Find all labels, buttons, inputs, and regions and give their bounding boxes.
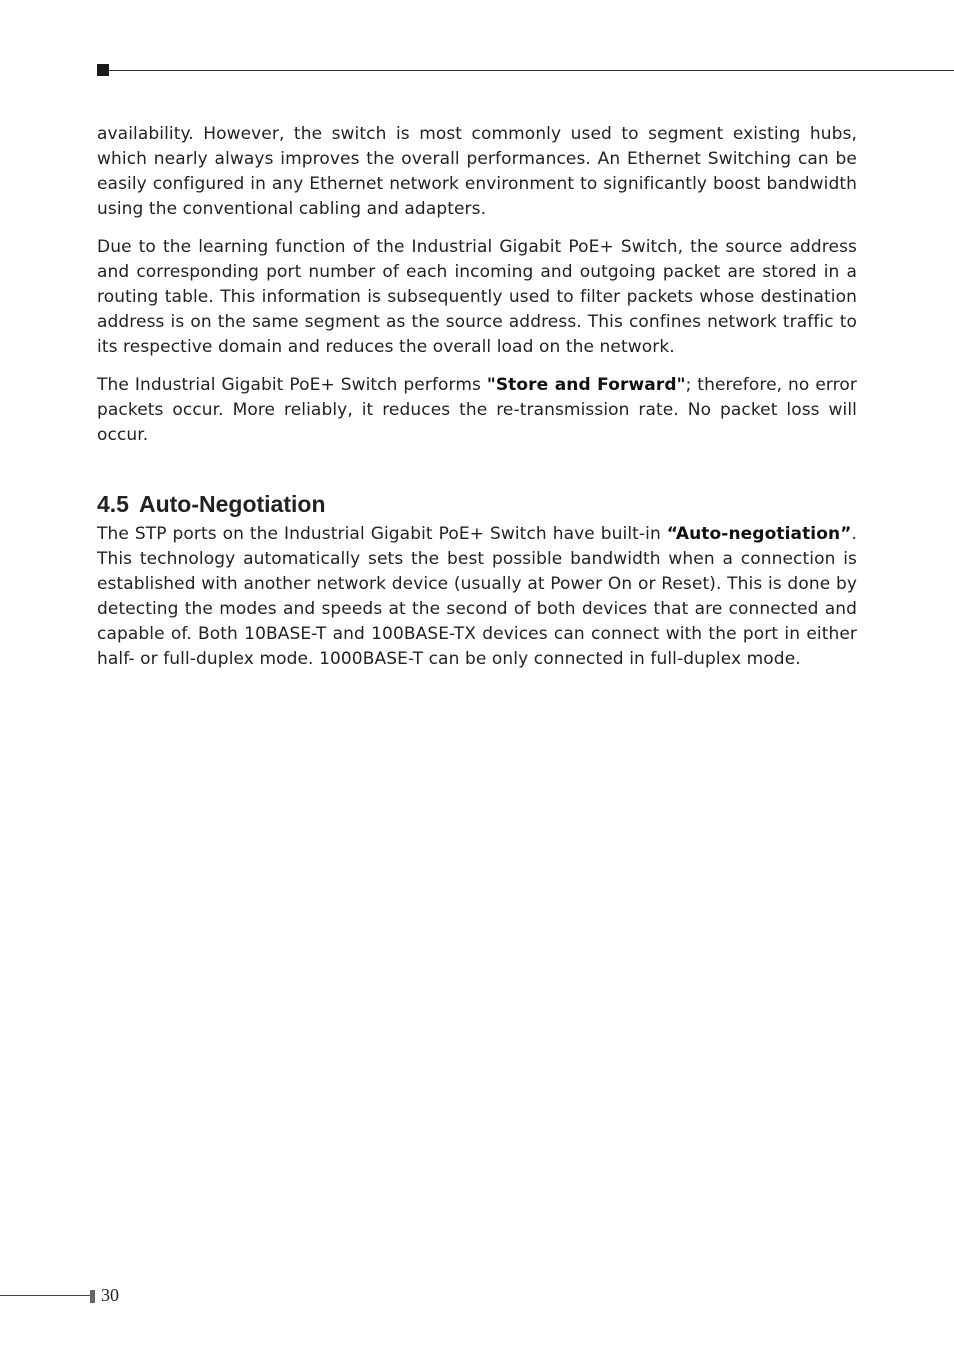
footer-marker — [90, 1290, 95, 1303]
page-content — [97, 122, 857, 685]
header-rule — [109, 70, 954, 71]
section-heading — [97, 491, 857, 518]
paragraph-store-and-forward: The Industrial Gigabit PoE+ Switch performs "Store and Forward"; therefore, no error packets occur. More reliably, it reduces the re-transmission rate. No packet loss will occur. — [97, 375, 857, 445]
section-number: 4.5 — [97, 491, 129, 517]
footer-rule — [0, 1295, 90, 1296]
store-and-forward-emphasis: "Store and Forward" — [486, 375, 686, 395]
paragraph-availability: availability. However, the switch is most commonly used to segment existing hubs, which nearly always improves the overall performances. An Ethernet Switching can be easily configured in any Ethernet network environment to significantly boost bandwidth using the conventional cabling and adapters. — [97, 124, 857, 219]
auto-negotiation-emphasis: “Auto-negotiation” — [666, 524, 852, 544]
section-title: Auto-Negotiation — [138, 491, 326, 517]
header-marker — [97, 64, 109, 76]
paragraph-auto-negotiation: The STP ports on the Industrial Gigabit PoE+ Switch have built-in “Auto-negotiation”. This technology automatically sets the best possible bandwidth when a connection is established with another network device (usually at Power On or Reset). This is done by detecting the modes and speeds at the second of both devices that are connected and capable of. Both 10BASE-T and 100BASE-TX devices can connect with the port in either half- or full-duplex mode. 1000BASE-T can be only connected in full-duplex mode. — [97, 524, 857, 669]
page-number: 30 — [101, 1285, 119, 1305]
paragraph-learning-function: Due to the learning function of the Industrial Gigabit PoE+ Switch, the source address and corresponding port number of each incoming and outgoing packet are stored in a routing table. This information is subsequently used to filter packets whose destination address is on the same segment as the source address. This confines network traffic to its respective domain and reduces the overall load on the network. — [97, 237, 857, 357]
